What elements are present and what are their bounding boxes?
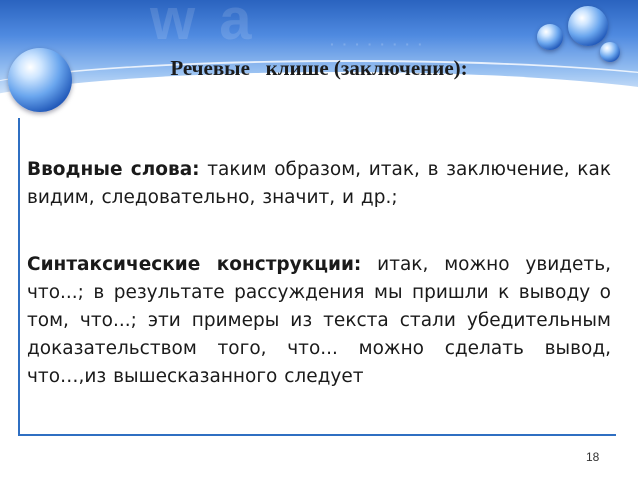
paragraph-keyword: Вводные слова: xyxy=(27,159,200,180)
slide-title: Речевые клише (заключение): xyxy=(170,56,468,80)
paragraph-text: таким образом, итак, в заключение, как видим, следовательно, значит, и др.; xyxy=(27,159,611,208)
background-watermark: w a xyxy=(150,0,256,52)
paragraph-keyword: Синтаксические конструкции: xyxy=(27,254,362,275)
intro-words-paragraph xyxy=(27,156,611,212)
syntax-constructions-paragraph xyxy=(27,251,611,391)
orb-icon xyxy=(568,6,608,46)
paragraph-text: итак, можно увидеть, что...; в результате рассуждения мы пришли к выводу о том, что...; эти примеры из текста стали убедительным доказательством того, что... можно сделать вывод, что…,из вышесказанного следует xyxy=(27,254,611,387)
page-number: 18 xyxy=(586,450,600,464)
small-orb-icon xyxy=(537,24,563,50)
background-watermark-small: · · · · · · · · xyxy=(330,36,425,52)
